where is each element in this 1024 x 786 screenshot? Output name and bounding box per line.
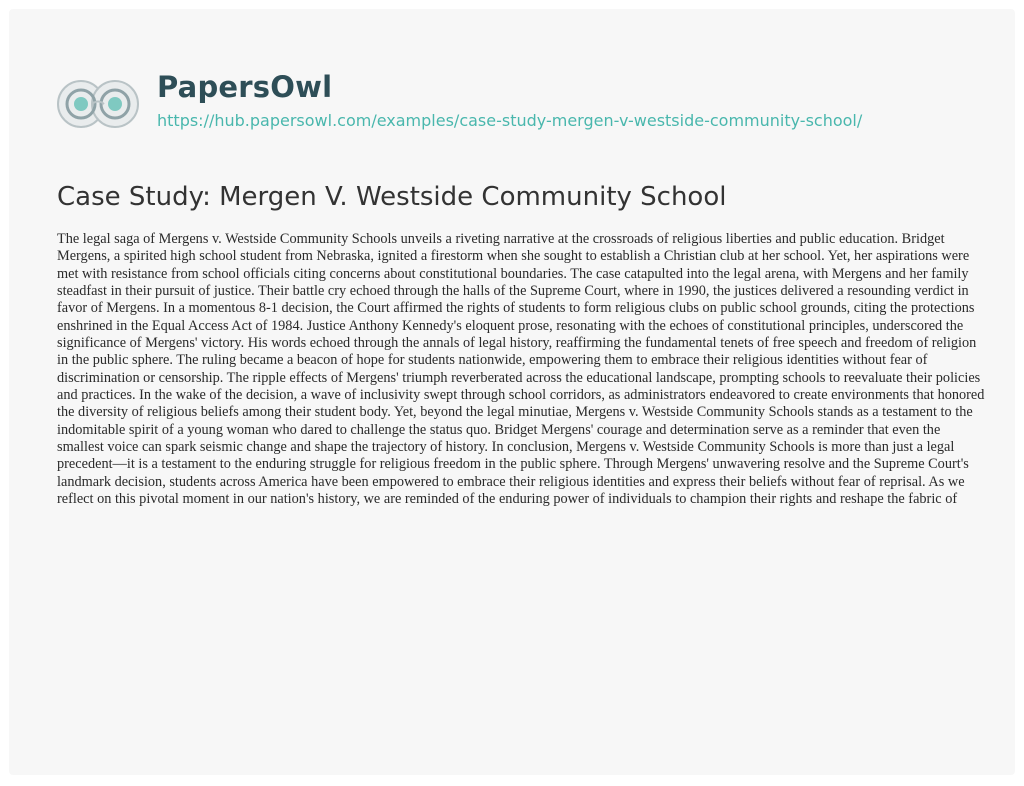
- document-body: The legal saga of Mergens v. Westside Community Schools unveils a riveting narrative at the crossroads of religious liberties and public education. Bridget Mergens, a spirited high school student from Nebraska, ignited a firestorm when she sought to establish a Christian club at her school. Yet, her aspirations were met with resistance from school officials citing concerns about constitutional boundaries. The case catapulted into the legal arena, with Mergens and her family steadfast in their pursuit of justice. Their battle cry echoed through the halls of the Supreme Court, where in 1990, the justices delivered a resounding verdict in favor of Mergens. In a momentous 8-1 decision, the Court affirmed the rights of students to form religious clubs on public school grounds, citing the protections enshrined in the Equal Access Act of 1984. Justice Anthony Kennedy's eloquent prose, resonating with the echoes of constitutional principles, underscored the significance of Mergens' victory. His words echoed through the annals of legal history, reaffirming the fundamental tenets of free speech and freedom of religion in the public sphere. The ruling became a beacon of hope for students nationwide, empowering them to embrace their religious identities without fear of discrimination or censorship. The ripple effects of Mergens' triumph reverberated across the educational landscape, prompting schools to reevaluate their policies and practices. In the wake of the decision, a wave of inclusivity swept through school corridors, as administrators endeavored to create environments that honored the diversity of religious beliefs among their student body. Yet, beyond the legal minutiae, Mergens v. Westside Community Schools stands as a testament to the indomitable spirit of a young woman who dared to challenge the status quo. Bridget Mergens' courage and determination serve as a reminder that even the smallest voice can spark seismic change and shape the trajectory of history. In conclusion, Mergens v. Westside Community Schools is more than just a legal precedent—it is a testament to the enduring struggle for religious freedom in the public sphere. Through Mergens' unwavering resolve and the Supreme Court's landmark decision, students across America have been empowered to embrace their religious identities and express their beliefs without fear of reprisal. As we reflect on this pivotal moment in our nation's history, we are reminded of the enduring power of individuals to champion their rights and reshape the fabric of: [57, 231, 985, 508]
- owl-eyes-icon: [55, 69, 141, 139]
- brand-name: PapersOwl: [157, 70, 333, 104]
- brand-block: [157, 70, 863, 132]
- source-url-link[interactable]: https://hub.papersowl.com/examples/case-study-mergen-v-westside-community-school/: [157, 111, 863, 130]
- document-page: [9, 9, 1015, 775]
- header: [55, 64, 862, 144]
- document-title: Case Study: Mergen V. Westside Community School: [57, 182, 727, 212]
